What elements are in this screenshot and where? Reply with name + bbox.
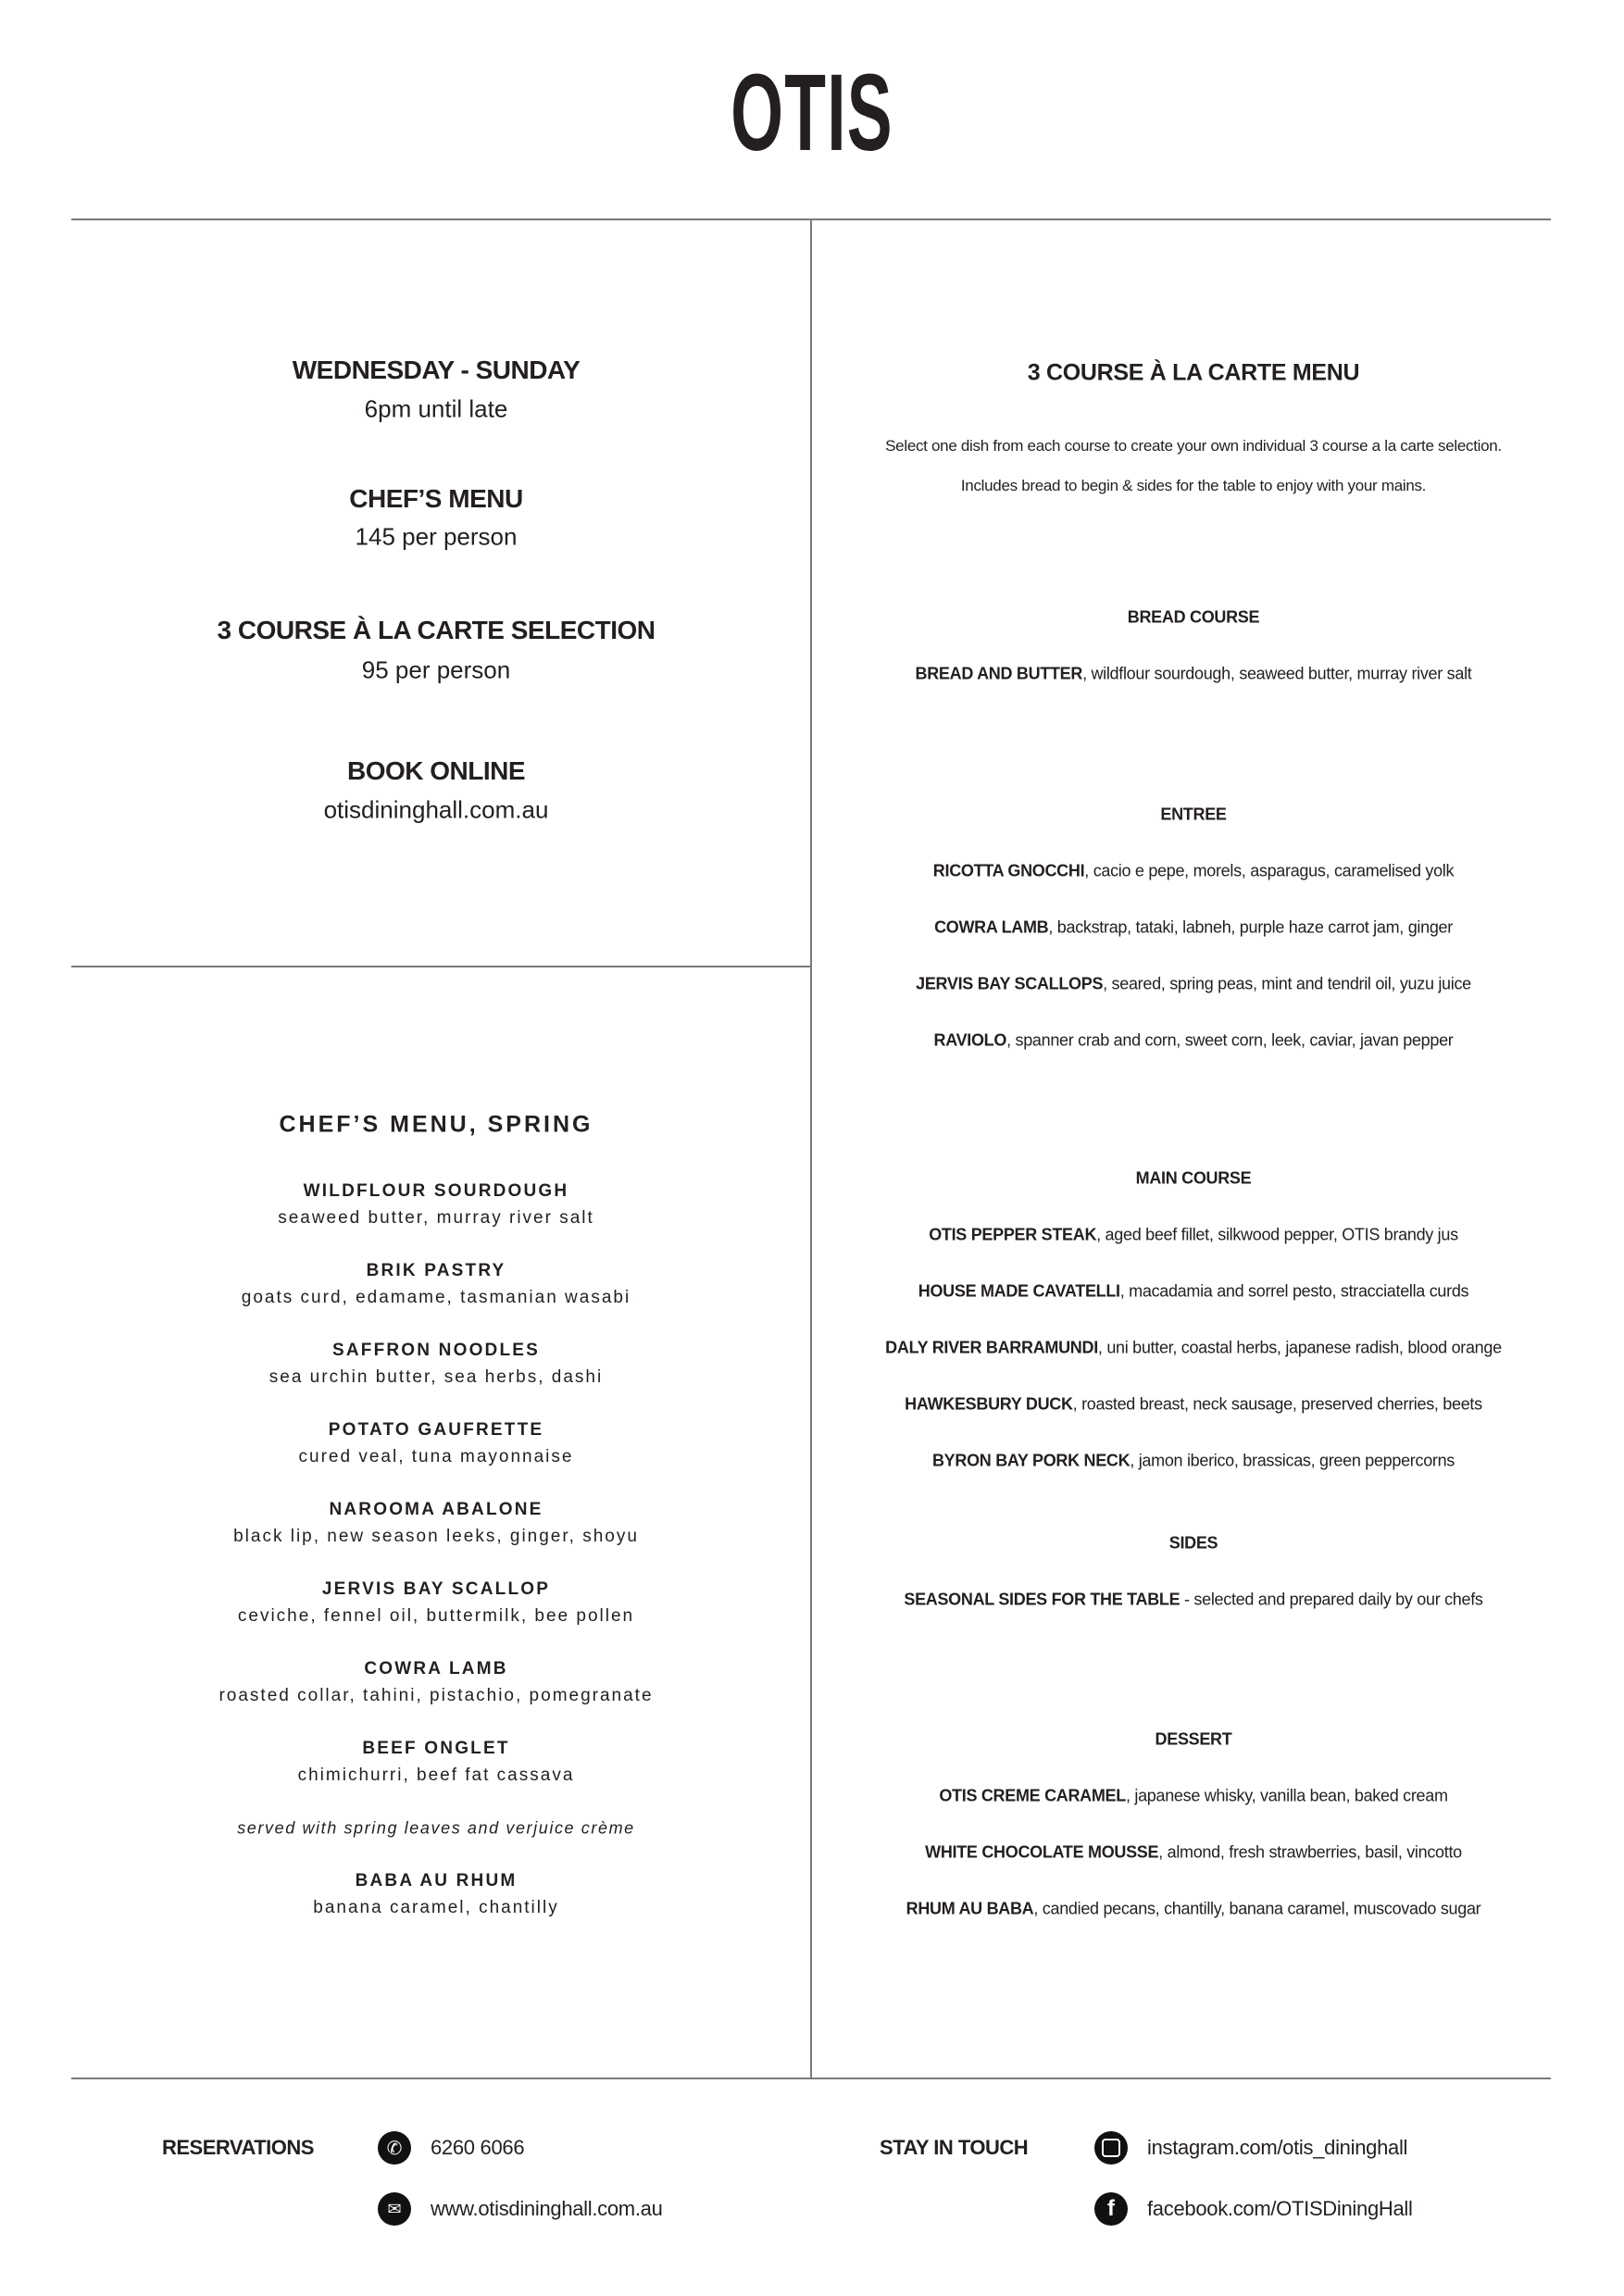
menu-item: [904, 1591, 1482, 1610]
course-heading: BREAD COURSE: [1127, 607, 1260, 627]
logo: OTIS: [731, 52, 893, 174]
menu-item-name: OTIS CREME CARAMEL: [939, 1786, 1126, 1805]
menu-item-name: JERVIS BAY SCALLOPS: [916, 974, 1104, 993]
menu-item: [933, 862, 1454, 881]
menu-item-name: BREAD AND BUTTER: [915, 664, 1083, 683]
menu-item: [905, 1395, 1482, 1415]
menu-item-desc: , uni butter, coastal herbs, japanese radish, blood orange: [1097, 1338, 1502, 1357]
chefs-menu-item-desc: sea urchin butter, sea herbs, dashi: [269, 1367, 604, 1387]
chefs-menu-item-name: BRIK PASTRY: [366, 1261, 506, 1280]
chefs-menu-price: 145 per person: [355, 522, 518, 551]
chefs-menu-item-desc: black lip, new season leeks, ginger, shoyu: [233, 1527, 639, 1546]
chefs-menu-item-name: WILDFLOUR SOURDOUGH: [303, 1181, 569, 1201]
menu-item: [918, 1282, 1468, 1302]
chefs-menu-item-desc: seaweed butter, murray river salt: [278, 1208, 594, 1228]
instagram-link[interactable]: instagram.com/otis_dininghall: [1147, 2136, 1408, 2159]
menu-item-name: SEASONAL SIDES FOR THE TABLE: [904, 1590, 1181, 1609]
menu-item-name: RICOTTA GNOCCHI: [932, 861, 1085, 880]
menu-item-name: HAWKESBURY DUCK: [905, 1394, 1073, 1414]
chefs-menu-item-name: POTATO GAUFRETTE: [328, 1420, 544, 1440]
website-link[interactable]: www.otisdininghall.com.au: [431, 2197, 663, 2220]
menu-item: [916, 665, 1472, 684]
alacarte-heading: 3 COURSE À LA CARTE SELECTION: [217, 616, 656, 644]
menu-item-desc: , aged beef fillet, silkwood pepper, OTIS brandy jus: [1096, 1225, 1458, 1244]
course-heading: SIDES: [1168, 1533, 1218, 1553]
chefs-menu-title: CHEF’S MENU, SPRING: [279, 1111, 593, 1138]
menu-item-name: OTIS PEPPER STEAK: [929, 1225, 1097, 1244]
course-heading: MAIN COURSE: [1135, 1168, 1252, 1188]
chefs-menu-item-name: BEEF ONGLET: [362, 1739, 510, 1758]
instagram-icon: [1094, 2131, 1128, 2165]
menu-item-desc: , seared, spring peas, mint and tendril oil, yuzu juice: [1103, 974, 1471, 993]
menu-item-desc: , wildflour sourdough, seaweed butter, murray river salt: [1082, 664, 1472, 683]
facebook-link[interactable]: facebook.com/OTISDiningHall: [1147, 2197, 1413, 2220]
menu-item: [934, 1031, 1454, 1051]
menu-item: [885, 1339, 1502, 1358]
phone-link[interactable]: 6260 6066: [431, 2136, 525, 2159]
divider-left-middle: [71, 966, 811, 967]
menu-item: [939, 1787, 1447, 1806]
menu-item-name: BYRON BAY PORK NECK: [931, 1451, 1131, 1470]
chefs-menu-item-desc: ceviche, fennel oil, buttermilk, bee pollen: [237, 1606, 635, 1626]
menu-item-desc: , candied pecans, chantilly, banana caramel, muscovado sugar: [1033, 1899, 1481, 1918]
alacarte-intro-2: Includes bread to begin & sides for the table to enjoy with your mains.: [960, 477, 1427, 494]
chefs-menu-heading: CHEF’S MENU: [349, 484, 523, 513]
menu-item-desc: , almond, fresh strawberries, basil, vincotto: [1158, 1842, 1462, 1862]
menu-item-desc: , backstrap, tataki, labneh, purple haze carrot jam, ginger: [1048, 917, 1453, 937]
menu-item-desc: - selected and prepared daily by our chefs: [1180, 1590, 1483, 1609]
days-heading: WEDNESDAY - SUNDAY: [292, 356, 581, 384]
chefs-menu-dessert-desc: banana caramel, chantilly: [313, 1898, 559, 1917]
chefs-menu-item-desc: roasted collar, tahini, pistachio, pomegranate: [219, 1686, 654, 1705]
chefs-menu-note: served with spring leaves and verjuice crème: [237, 1818, 635, 1838]
menu-item-desc: , cacio e pepe, morels, asparagus, caramelised yolk: [1084, 861, 1455, 880]
divider-vertical: [810, 219, 812, 2078]
menu-item-name: HOUSE MADE CAVATELLI: [918, 1281, 1120, 1301]
menu-item-desc: , japanese whisky, vanilla bean, baked cream: [1125, 1786, 1448, 1805]
stay-in-touch-label: STAY IN TOUCH: [880, 2136, 1029, 2159]
chefs-menu-item-desc: chimichurri, beef fat cassava: [297, 1766, 575, 1785]
hours-text: 6pm until late: [364, 394, 508, 423]
menu-item-desc: , spanner crab and corn, sweet corn, leek, caviar, javan pepper: [1006, 1030, 1454, 1050]
chefs-menu-item-desc: cured veal, tuna mayonnaise: [298, 1447, 574, 1466]
reservations-label: RESERVATIONS: [162, 2136, 314, 2159]
book-online-link[interactable]: otisdininghall.com.au: [323, 795, 549, 824]
phone-icon: ✆: [378, 2131, 411, 2165]
menu-item-desc: , macadamia and sorrel pesto, stracciatella curds: [1119, 1281, 1469, 1301]
menu-item-name: COWRA LAMB: [934, 917, 1049, 937]
menu-item-name: DALY RIVER BARRAMUNDI: [885, 1338, 1098, 1357]
alacarte-price: 95 per person: [361, 655, 511, 684]
menu-item: [934, 918, 1453, 938]
facebook-icon: f: [1094, 2192, 1128, 2226]
menu-item-name: WHITE CHOCOLATE MOUSSE: [925, 1842, 1159, 1862]
menu-item: [906, 1900, 1481, 1919]
menu-item: [925, 1843, 1462, 1863]
alacarte-intro-1: Select one dish from each course to create your own individual 3 course a la carte selection.: [885, 437, 1502, 455]
chefs-menu-dessert-name: BABA AU RHUM: [355, 1871, 518, 1890]
course-heading: ENTREE: [1160, 805, 1227, 824]
course-heading: DESSERT: [1155, 1729, 1232, 1749]
menu-item-desc: , roasted breast, neck sausage, preserved cherries, beets: [1072, 1394, 1482, 1414]
menu-item: [932, 1452, 1455, 1471]
chefs-menu-item-name: NAROOMA ABALONE: [329, 1500, 543, 1519]
menu-item-name: RHUM AU BABA: [906, 1899, 1034, 1918]
book-online-heading: BOOK ONLINE: [346, 756, 526, 785]
menu-item: [929, 1226, 1458, 1245]
chefs-menu-item-name: COWRA LAMB: [364, 1659, 508, 1678]
email-icon: ✉: [378, 2192, 411, 2226]
alacarte-title: 3 COURSE À LA CARTE MENU: [1027, 359, 1360, 386]
chefs-menu-item-name: SAFFRON NOODLES: [331, 1341, 541, 1360]
menu-item-name: RAVIOLO: [933, 1030, 1007, 1050]
chefs-menu-item-desc: goats curd, edamame, tasmanian wasabi: [241, 1288, 631, 1307]
chefs-menu-item-name: JERVIS BAY SCALLOP: [321, 1579, 551, 1599]
menu-item: [916, 975, 1471, 994]
divider-bottom: [71, 2078, 1551, 2079]
menu-item-desc: , jamon iberico, brassicas, green peppercorns: [1130, 1451, 1455, 1470]
